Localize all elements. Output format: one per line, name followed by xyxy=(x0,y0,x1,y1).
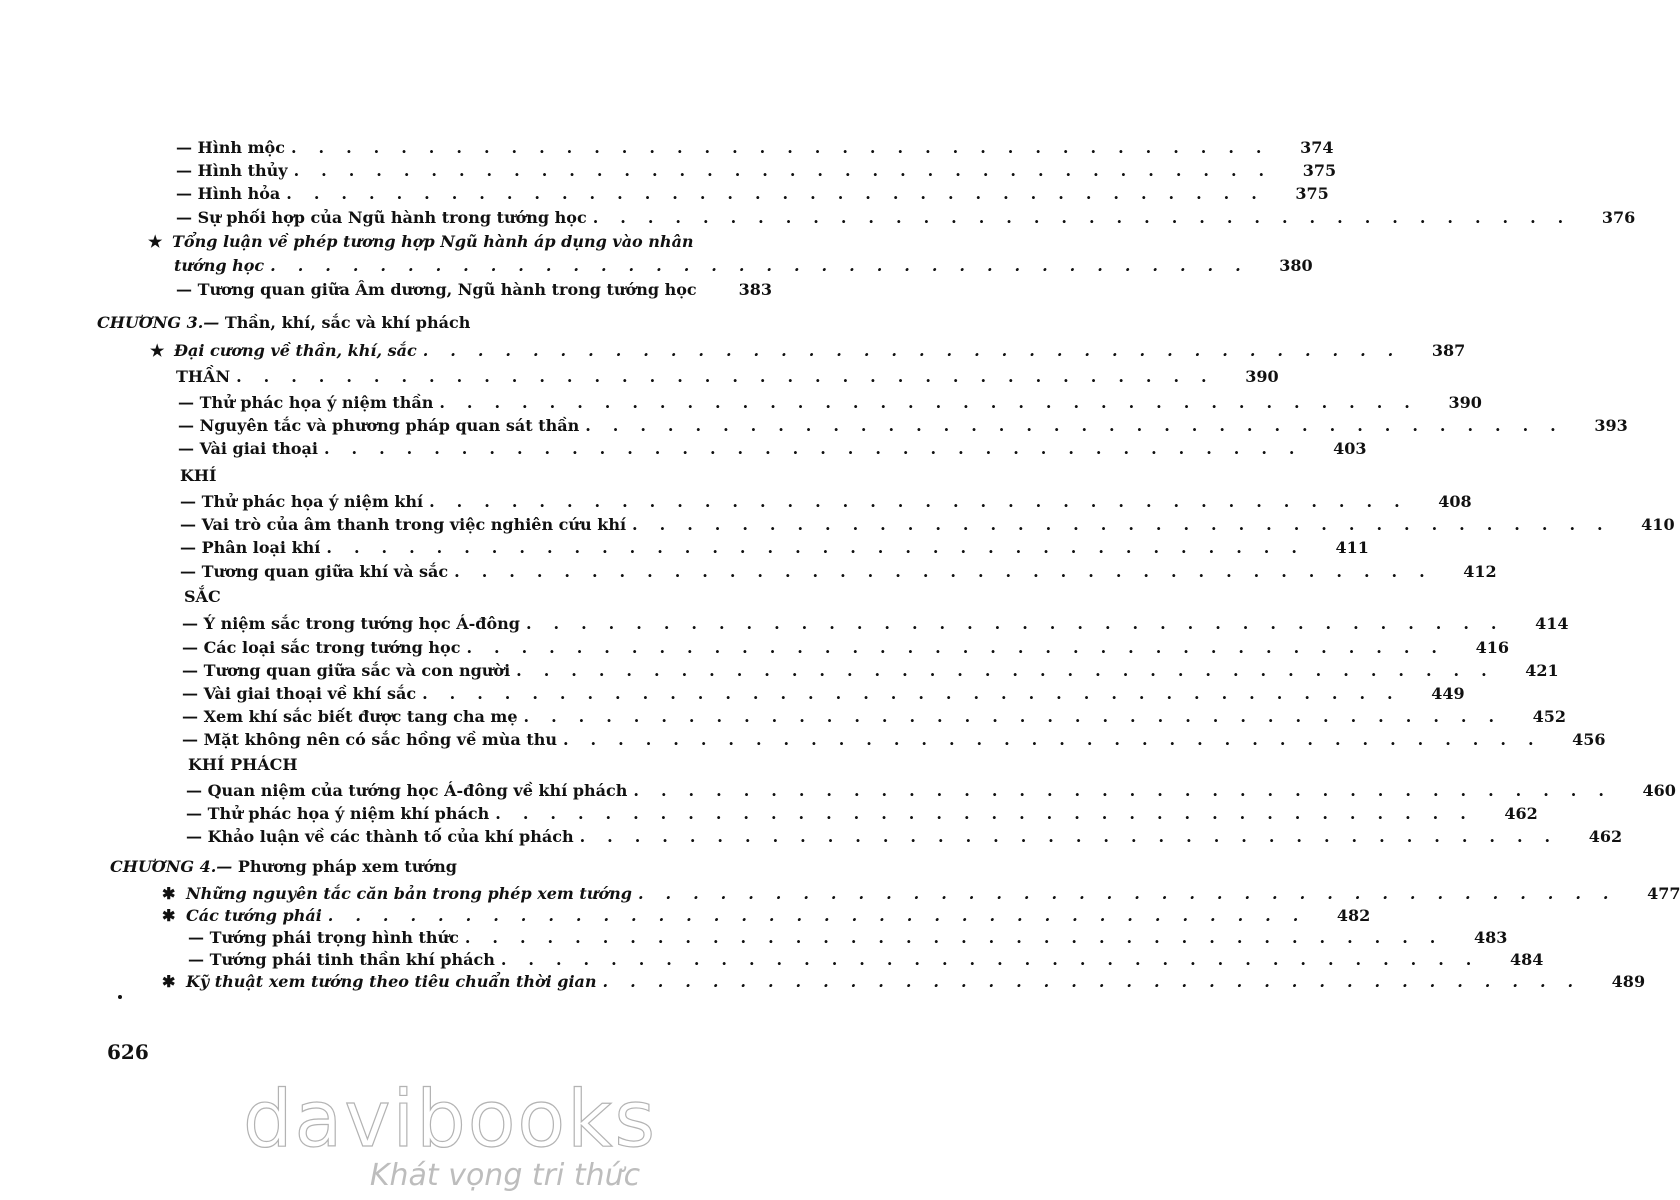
toc-section-entry xyxy=(176,367,1279,387)
toc-entry xyxy=(180,538,1369,558)
toc-entry-page: 380 xyxy=(1279,256,1313,275)
leader-dots: .................................... xyxy=(422,341,1416,360)
watermark-brand: davibooks xyxy=(243,1075,657,1165)
toc-entry xyxy=(150,341,1466,361)
toc-entry-page: 414 xyxy=(1535,614,1569,633)
leader-dots: .................................... xyxy=(562,730,1556,749)
section-heading: KHÍ xyxy=(180,466,217,485)
toc-entry-title: — Vài giai thoại xyxy=(178,439,318,458)
chapter-heading xyxy=(110,857,457,877)
section-heading: SẮC xyxy=(184,587,221,606)
toc-entry-page: 416 xyxy=(1475,638,1509,657)
chapter-title: Phương pháp xem tướng xyxy=(237,857,457,876)
leader-dots: .................................... xyxy=(500,950,1494,969)
leader-dots: .................................... xyxy=(525,614,1519,633)
toc-entry-title: — Tướng phái trọng hình thức xyxy=(188,928,459,947)
watermark-tagline: Khát vọng tri thức xyxy=(369,1158,641,1193)
toc-entry-page: 449 xyxy=(1431,684,1465,703)
toc-entry-page: 375 xyxy=(1295,184,1329,203)
toc-entry-page: 410 xyxy=(1641,515,1675,534)
leader-dots: .................................... xyxy=(585,416,1578,435)
leader-dots: .................................... xyxy=(454,562,1447,581)
toc-entry-title: Các tướng phái xyxy=(186,906,322,925)
toc-entry-page: 411 xyxy=(1335,538,1369,557)
leader-dots: .................................... xyxy=(293,161,1287,180)
toc-entry-title: tướng học xyxy=(174,256,265,275)
toc-entry xyxy=(182,730,1606,750)
toc-entry xyxy=(182,614,1569,634)
toc-entry-page: 460 xyxy=(1642,781,1676,800)
leader-dots: .................................... xyxy=(290,138,1284,157)
toc-entry-title: — Phân loại khí xyxy=(180,538,321,557)
toc-entry xyxy=(178,439,1367,459)
toc-entry xyxy=(188,928,1508,948)
toc-entry xyxy=(174,256,1313,276)
toc-entry-title: — Thử phác họa ý niệm khí phách xyxy=(186,804,490,823)
toc-entry-title: — Tương quan giữa sắc và con người xyxy=(182,661,511,680)
toc-entry xyxy=(182,661,1559,681)
toc-entry-page: 452 xyxy=(1532,707,1567,726)
star-icon: ★ xyxy=(150,341,165,360)
leader-dots: .................................... xyxy=(422,684,1415,703)
toc-entry-page: 482 xyxy=(1336,906,1371,925)
toc-entry-title: — Tương quan giữa khí và sắc xyxy=(180,562,449,581)
chapter-label: CHƯƠNG 3.— xyxy=(97,313,220,332)
toc-entry-title: — Hình mộc xyxy=(176,138,285,157)
toc-entry-page: 375 xyxy=(1302,161,1337,180)
toc-entry-title: — Hình thủy xyxy=(176,161,288,180)
leader-dots: .................................... xyxy=(286,184,1279,203)
toc-entry-title: THẦN xyxy=(176,367,231,386)
leader-dots: .................................... xyxy=(495,804,1488,823)
toc-entry xyxy=(186,781,1676,801)
toc-entry-page: 462 xyxy=(1588,827,1623,846)
toc-entry-page: 462 xyxy=(1504,804,1538,823)
leader-dots: .................................... xyxy=(326,538,1319,557)
toc-entry xyxy=(180,492,1472,512)
leader-dots: .................................... xyxy=(429,492,1422,511)
toc-entry-page: 390 xyxy=(1448,393,1482,412)
toc-entry xyxy=(186,827,1623,847)
toc-entry-title: — Sự phối hợp của Ngũ hành trong tướng học xyxy=(176,208,587,227)
toc-entry-title: — Mặt không nên có sắc hồng về mùa thu xyxy=(182,730,557,749)
toc-entry xyxy=(178,393,1482,413)
toc-entry-page: 408 xyxy=(1438,492,1472,511)
toc-entry-title: — Các loại sắc trong tướng học xyxy=(182,638,461,657)
toc-entry xyxy=(182,707,1567,727)
toc-entry-title: — Tướng phái tinh thần khí phách xyxy=(188,950,495,969)
toc-entry-title: — Ý niệm sắc trong tướng học Á-đông xyxy=(182,614,520,633)
leader-dots: .................................... xyxy=(466,638,1459,657)
chapter-heading xyxy=(97,313,470,333)
chapter-title: Thần, khí, sắc và khí phách xyxy=(224,313,471,332)
toc-entry-page: 456 xyxy=(1572,730,1606,749)
toc-entry-page: 489 xyxy=(1611,972,1646,991)
toc-entry-page: 374 xyxy=(1300,138,1334,157)
toc-entry xyxy=(180,515,1675,535)
toc-entry-title: — Tương quan giữa Âm dương, Ngũ hành trong tướng học xyxy=(176,280,697,299)
toc-entry-title: — Quan niệm của tướng học Á-đông về khí phách xyxy=(186,781,628,800)
toc-entry-title: Những nguyên tắc căn bản trong phép xem tướng xyxy=(186,884,632,903)
toc-entry-page: 376 xyxy=(1601,208,1636,227)
toc-entry-page: 484 xyxy=(1509,950,1544,969)
toc-entry-title: — Hình hỏa xyxy=(176,184,281,203)
toc-entry xyxy=(178,416,1628,436)
page-number: 626 xyxy=(107,1040,149,1064)
toc-entry xyxy=(176,138,1334,158)
leader-dots: .................................... xyxy=(323,439,1317,458)
toc-entry-page: 477 xyxy=(1647,884,1680,903)
leader-dots: .................................... xyxy=(270,256,1263,275)
toc-entry xyxy=(176,184,1329,204)
toc-entry-page: 387 xyxy=(1431,341,1466,360)
toc-entry-title: — Khảo luận về các thành tố của khí phách xyxy=(186,827,574,846)
toc-entry xyxy=(176,161,1337,181)
toc-entry-multiline xyxy=(148,232,694,252)
asterisk-icon: ✱ xyxy=(162,972,176,991)
leader-dots: .................................... xyxy=(632,515,1625,534)
leader-dots: .................................... xyxy=(236,367,1229,386)
star-icon: ★ xyxy=(148,232,163,251)
toc-entry-page: 403 xyxy=(1333,439,1367,458)
toc-entry-page: 390 xyxy=(1245,367,1279,386)
toc-entry xyxy=(182,638,1509,658)
toc-entry xyxy=(162,884,1680,904)
leader-dots: .................................... xyxy=(327,906,1321,925)
toc-entry xyxy=(176,280,772,300)
leader-dots: .................................... xyxy=(523,707,1517,726)
toc-entry xyxy=(180,562,1497,582)
leader-dots: .................................... xyxy=(602,972,1596,991)
leader-dots: .................................... xyxy=(592,208,1586,227)
asterisk-icon: ✱ xyxy=(162,884,176,903)
toc-entry-title: — Thử phác họa ý niệm khí xyxy=(180,492,424,511)
toc-entry xyxy=(162,972,1646,992)
leader-dots: .................................... xyxy=(516,661,1509,680)
leader-dots: .................................... xyxy=(637,884,1631,903)
toc-entry-title: — Xem khí sắc biết được tang cha mẹ xyxy=(182,707,518,726)
toc-entry-page: 393 xyxy=(1594,416,1628,435)
toc-entry-title: Kỹ thuật xem tướng theo tiêu chuẩn thời gian xyxy=(186,972,597,991)
toc-entry xyxy=(182,684,1465,704)
leader-dots: .................................... xyxy=(439,393,1432,412)
leader-dots: .................................... xyxy=(464,928,1458,947)
leader-dots: .................................... xyxy=(579,827,1573,846)
toc-entry-page: 483 xyxy=(1473,928,1508,947)
section-heading: KHÍ PHÁCH xyxy=(188,755,298,774)
toc-entry-page: 421 xyxy=(1525,661,1559,680)
toc-entry xyxy=(162,906,1371,926)
toc-entry xyxy=(186,804,1538,824)
toc-entry-title: — Thử phác họa ý niệm thần xyxy=(178,393,434,412)
toc-entry-page: 383 xyxy=(738,280,772,299)
toc-entry-title: — Vai trò của âm thanh trong việc nghiên cứu khí xyxy=(180,515,627,534)
toc-entry-page: 412 xyxy=(1463,562,1497,581)
toc-entry-title: Đại cương về thần, khí, sắc xyxy=(174,341,417,360)
toc-entry-title: Tổng luận về phép tương hợp Ngũ hành áp dụng vào nhân xyxy=(172,232,694,251)
ink-speck xyxy=(118,995,122,999)
leader-dots: .................................... xyxy=(633,781,1626,800)
asterisk-icon: ✱ xyxy=(162,906,176,925)
toc-entry-title: — Vài giai thoại về khí sắc xyxy=(182,684,417,703)
toc-entry-title: — Nguyên tắc và phương pháp quan sát thần xyxy=(178,416,580,435)
chapter-label: CHƯƠNG 4.— xyxy=(110,857,233,876)
toc-entry xyxy=(188,950,1544,970)
toc-entry xyxy=(176,208,1636,228)
